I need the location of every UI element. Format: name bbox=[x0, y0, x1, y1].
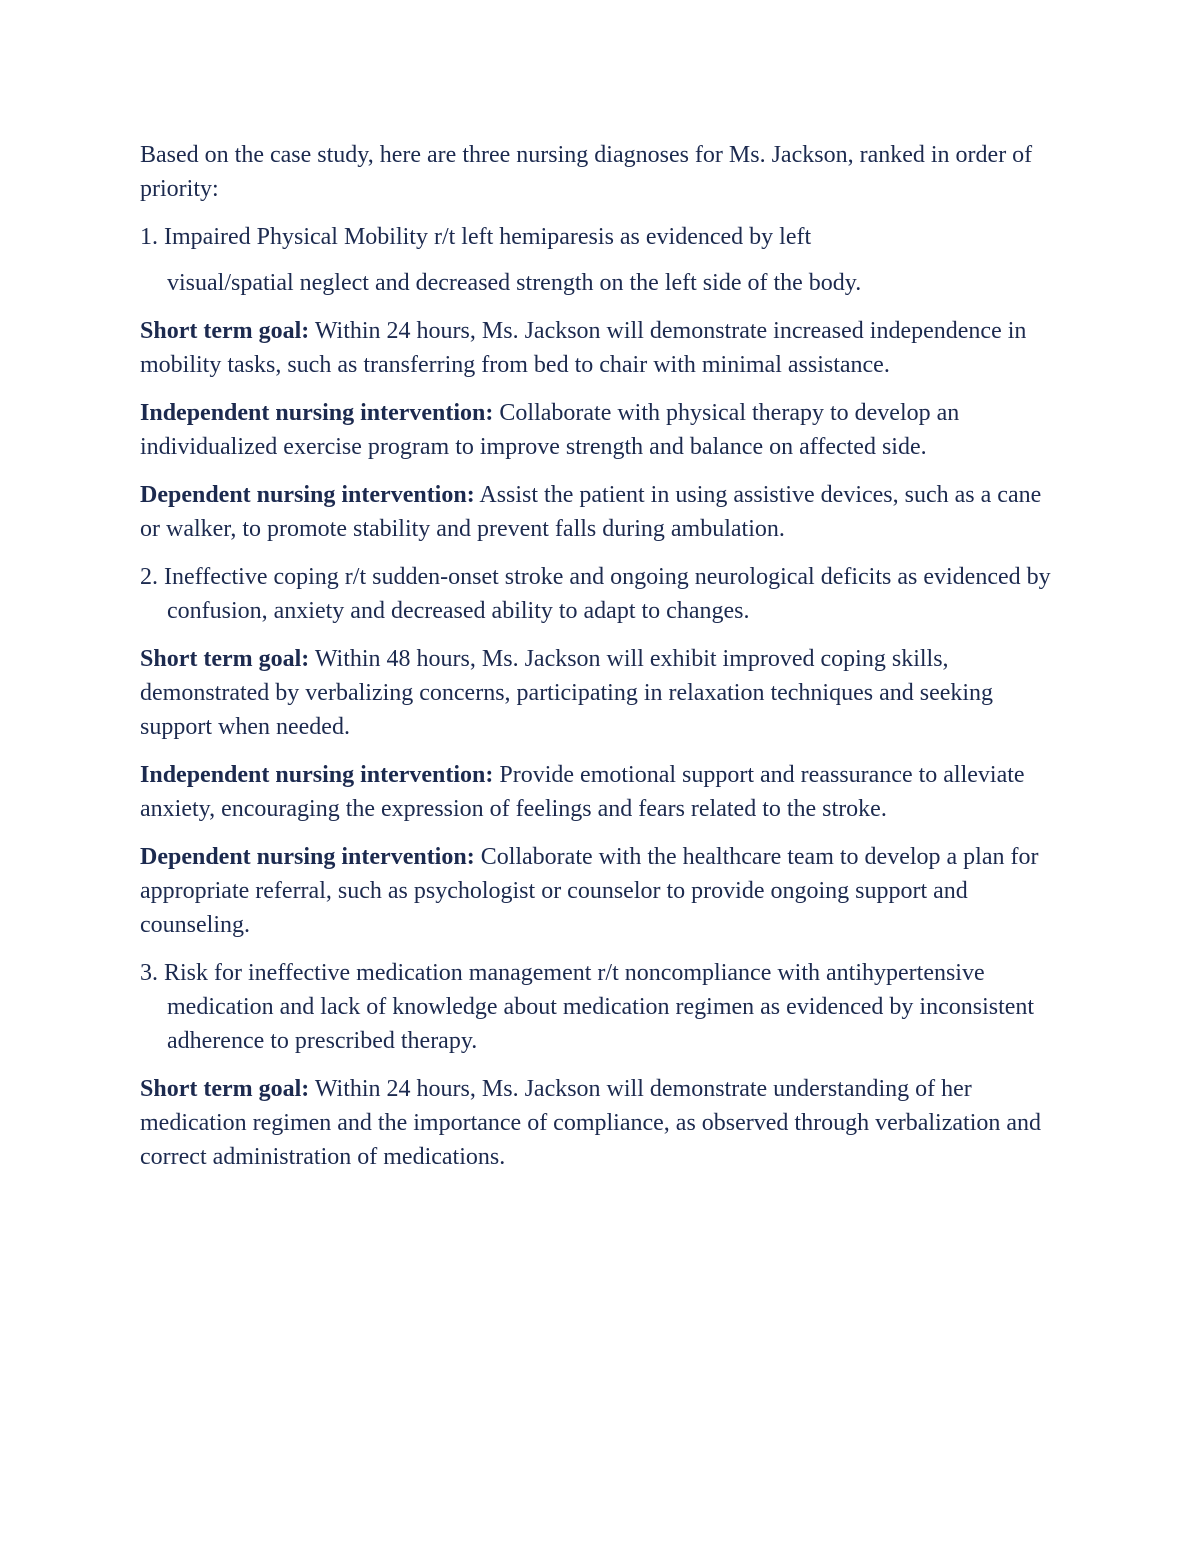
diagnosis-1-dependent-intervention bbox=[140, 478, 1065, 546]
diagnosis-1 bbox=[140, 220, 1065, 300]
goal-label: Short term goal: bbox=[140, 646, 310, 672]
diagnosis-1-text-line1: Impaired Physical Mobility r/t left hemiparesis as evidenced by left bbox=[164, 224, 812, 250]
dependent-text: Assist the patient in using assistive devices, such as a cane or walker, to promote stability and prevent falls during ambulation. bbox=[140, 482, 1042, 542]
goal-text: Within 24 hours, Ms. Jackson will demonstrate understanding of her medication regimen and the importance of compliance, as observed through verbalization and correct administration of medications. bbox=[140, 1076, 1042, 1170]
independent-label: Independent nursing intervention: bbox=[140, 400, 494, 426]
diagnosis-2 bbox=[140, 560, 1065, 628]
diagnosis-1-goal bbox=[140, 314, 1065, 382]
diagnosis-1-text-line2: visual/spatial neglect and decreased strength on the left side of the body. bbox=[167, 270, 862, 296]
dependent-label: Dependent nursing intervention: bbox=[140, 844, 475, 870]
document-page bbox=[140, 138, 1065, 1188]
independent-text: Collaborate with physical therapy to develop an individualized exercise program to improve strength and balance on affected side. bbox=[140, 400, 960, 460]
goal-label: Short term goal: bbox=[140, 318, 310, 344]
diagnosis-2-goal bbox=[140, 642, 1065, 744]
independent-text: Provide emotional support and reassurance to alleviate anxiety, encouraging the expression of feelings and fears related to the stroke. bbox=[140, 762, 1025, 822]
dependent-label: Dependent nursing intervention: bbox=[140, 482, 475, 508]
goal-label: Short term goal: bbox=[140, 1076, 310, 1102]
independent-label: Independent nursing intervention: bbox=[140, 762, 494, 788]
dependent-text: Collaborate with the healthcare team to develop a plan for appropriate referral, such as psychologist or counselor to provide ongoing support and counseling. bbox=[140, 844, 1039, 938]
goal-text: Within 24 hours, Ms. Jackson will demonstrate increased independence in mobility tasks, such as transferring from bed to chair with minimal assistance. bbox=[140, 318, 1027, 378]
diagnosis-3-number: 3. bbox=[140, 960, 158, 986]
diagnosis-2-number: 2. bbox=[140, 564, 158, 590]
diagnosis-1-independent-intervention bbox=[140, 396, 1065, 464]
diagnosis-3-goal bbox=[140, 1072, 1065, 1174]
diagnosis-3-text: Risk for ineffective medication management r/t noncompliance with antihypertensive medication and lack of knowledge about medication regimen as evidenced by inconsistent adherence to prescribed therapy. bbox=[164, 960, 1035, 1054]
diagnosis-1-number: 1. bbox=[140, 224, 158, 250]
diagnosis-2-dependent-intervention bbox=[140, 840, 1065, 942]
diagnosis-2-text: Ineffective coping r/t sudden-onset stroke and ongoing neurological deficits as evidenced by confusion, anxiety and decreased ability to adapt to changes. bbox=[164, 564, 1051, 624]
intro-paragraph: Based on the case study, here are three nursing diagnoses for Ms. Jackson, ranked in order of priority: bbox=[140, 142, 1033, 202]
goal-text: Within 48 hours, Ms. Jackson will exhibit improved coping skills, demonstrated by verbalizing concerns, participating in relaxation techniques and seeking support when needed. bbox=[140, 646, 994, 740]
diagnosis-3 bbox=[140, 956, 1065, 1058]
diagnosis-2-independent-intervention bbox=[140, 758, 1065, 826]
